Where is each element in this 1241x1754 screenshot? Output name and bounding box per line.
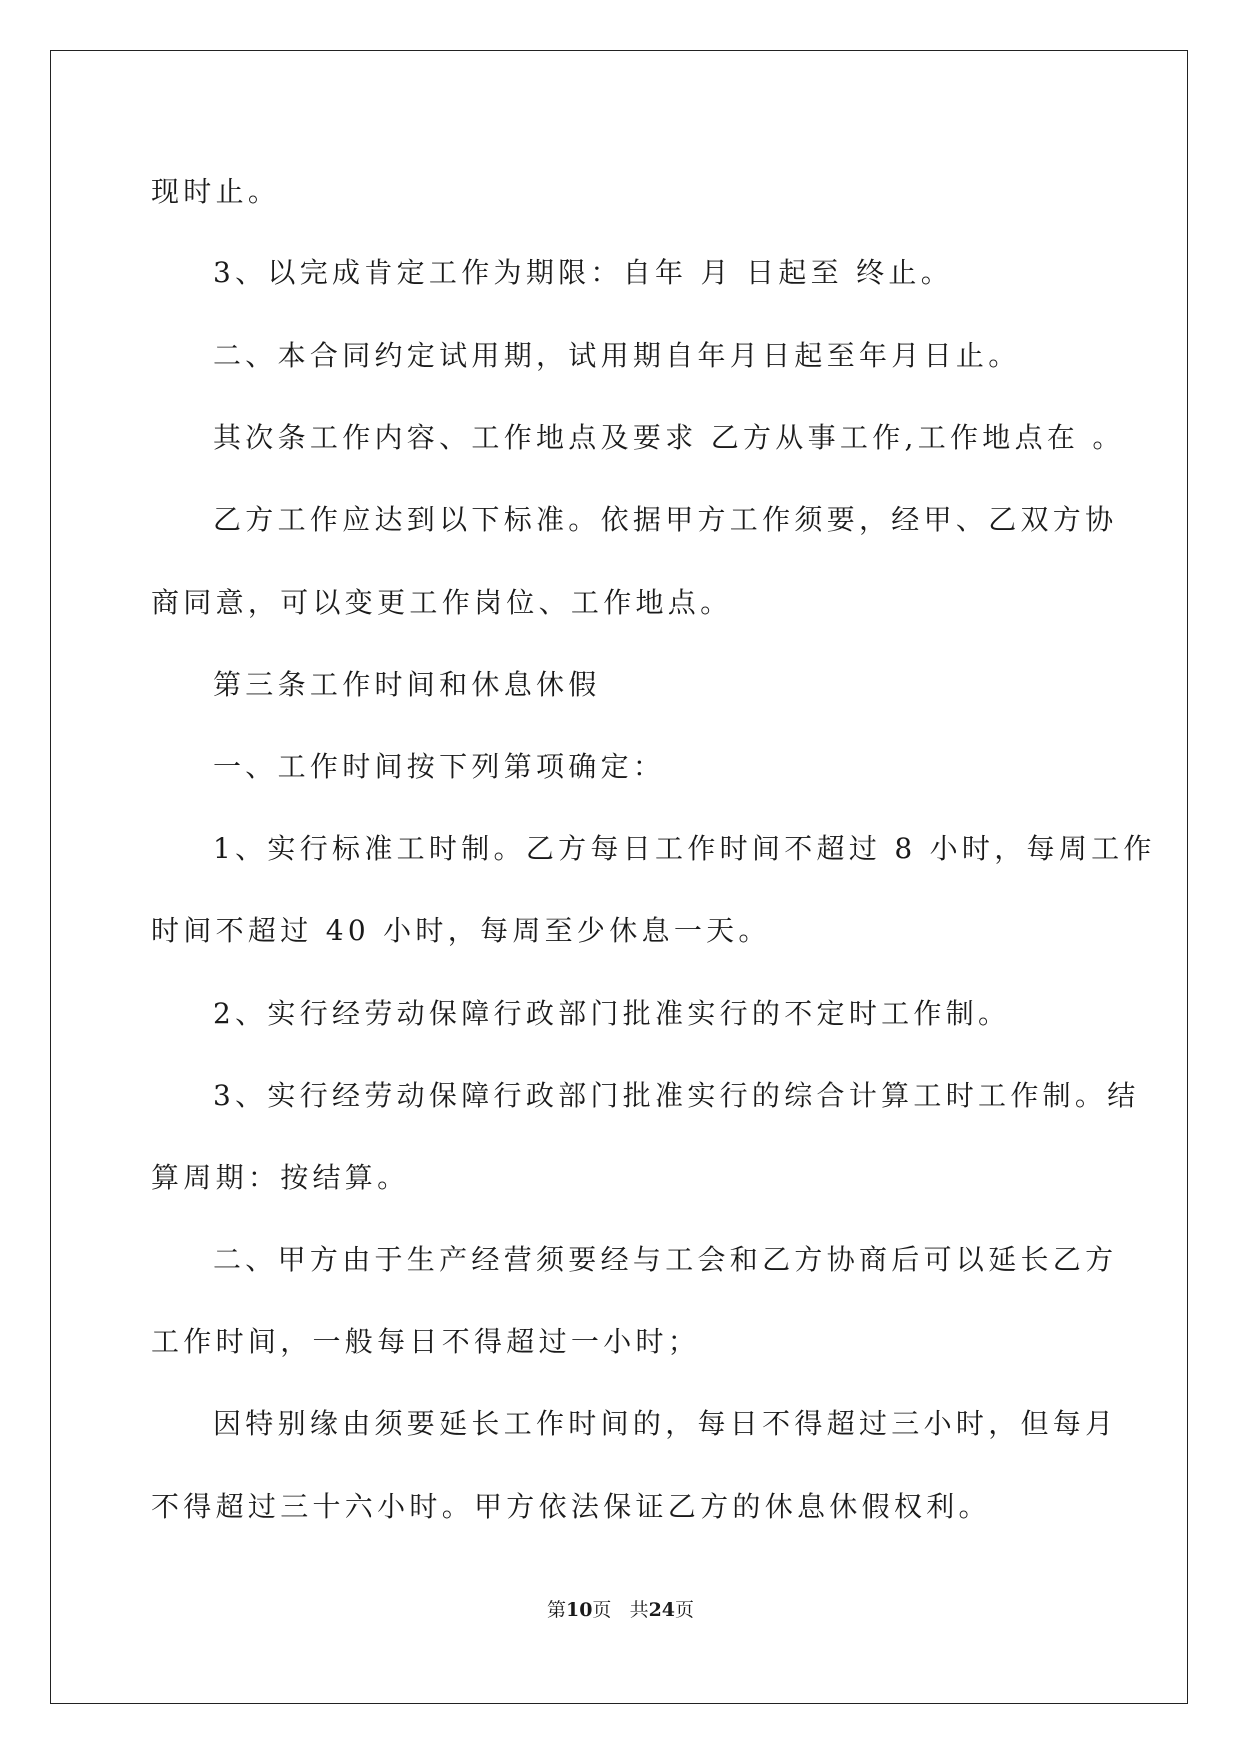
text-line: 3、实行经劳动保障行政部门批准实行的综合计算工时工作制。结 [213, 1079, 1140, 1112]
text-line: 乙方工作应达到以下标准。依据甲方工作须要，经甲、乙双方协 [213, 503, 1118, 536]
text-line: 其次条工作内容、工作地点及要求 乙方从事工作,工作地点在 。 [213, 421, 1125, 454]
total-prefix: 共 [629, 1599, 649, 1621]
text-line: 不得超过三十六小时。甲方依法保证乙方的休息休假权利。 [151, 1490, 991, 1523]
text-line: 一、工作时间按下列第项确定： [213, 750, 666, 783]
total-suffix: 页 [675, 1599, 695, 1621]
text-line: 二、甲方由于生产经营须要经与工会和乙方协商后可以延长乙方 [213, 1243, 1118, 1276]
page-footer [0, 1597, 1241, 1623]
total-pages-number: 24 [648, 1599, 676, 1621]
page-prefix: 第 [546, 1599, 566, 1621]
text-line: 1、实行标准工时制。乙方每日工作时间不超过 8 小时，每周工作 [213, 832, 1156, 865]
text-line: 时间不超过 40 小时，每周至少休息一天。 [151, 914, 771, 947]
section-heading: 第三条工作时间和休息休假 [213, 668, 601, 701]
text-line: 因特别缘由须要延长工作时间的，每日不得超过三小时，但每月 [213, 1407, 1118, 1440]
text-line: 二、本合同约定试用期，试用期自年月日起至年月日止。 [213, 339, 1021, 372]
page-suffix: 页 [592, 1599, 612, 1621]
text-line: 工作时间，一般每日不得超过一小时； [151, 1325, 701, 1358]
text-line: 3、以完成肯定工作为期限：自年 月 日起至 终止。 [213, 256, 954, 289]
current-page-number: 10 [565, 1599, 593, 1621]
text-line: 2、实行经劳动保障行政部门批准实行的不定时工作制。 [213, 997, 1011, 1030]
text-line: 算周期：按结算。 [151, 1161, 410, 1194]
text-line: 商同意，可以变更工作岗位、工作地点。 [151, 586, 733, 619]
text-line: 现时止。 [151, 175, 281, 208]
page-border [50, 50, 1188, 1704]
